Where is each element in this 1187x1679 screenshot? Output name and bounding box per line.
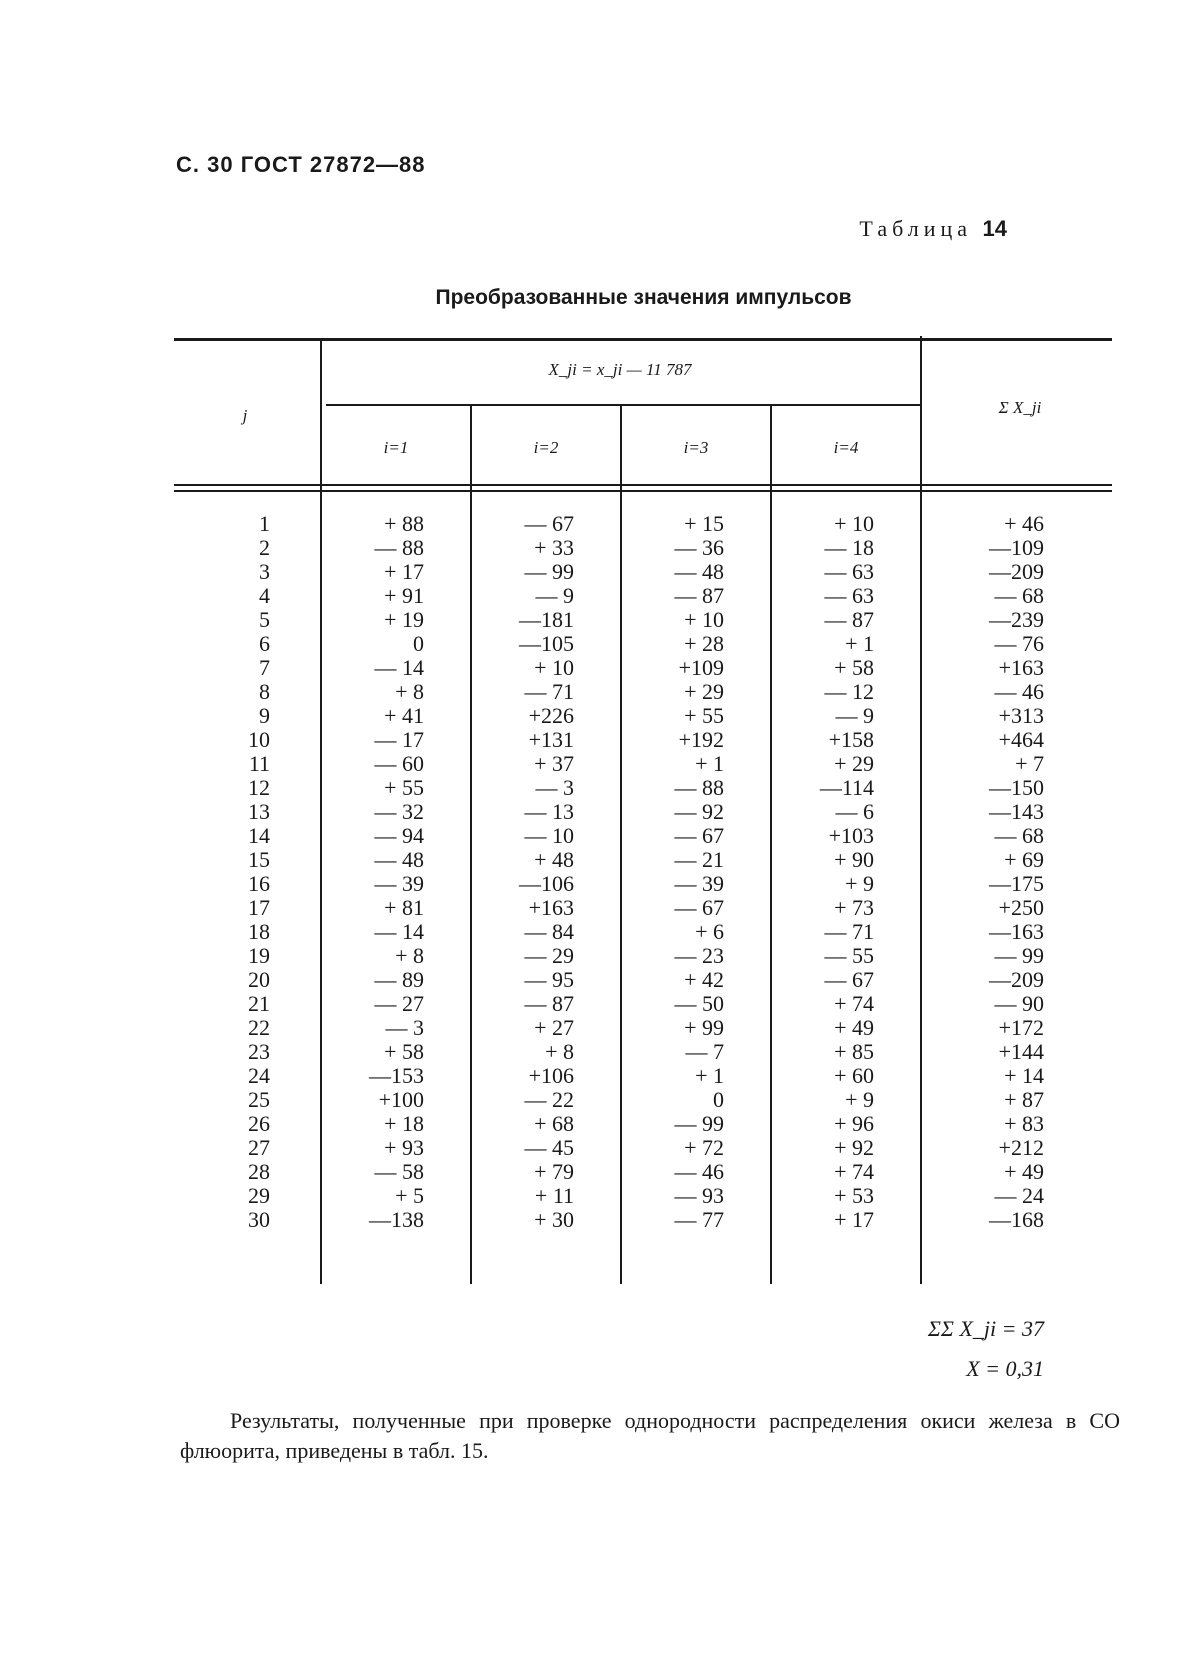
value-i1: + 58: [384, 1039, 424, 1064]
value-i4: — 63: [824, 583, 874, 608]
value-i2: +106: [528, 1063, 574, 1088]
value-i1: — 14: [374, 655, 424, 680]
row-index: 11: [248, 751, 270, 776]
value-i3: + 42: [684, 967, 724, 992]
page-header: С. 30 ГОСТ 27872—88: [176, 152, 426, 177]
row-sum: — 46: [994, 679, 1044, 704]
row-sum: —143: [989, 799, 1044, 824]
header-i2: i=2: [533, 438, 559, 457]
value-i1: — 17: [374, 727, 424, 752]
subheader-rule: [326, 404, 920, 406]
value-i2: + 27: [534, 1015, 574, 1040]
value-i3: — 50: [674, 991, 724, 1016]
value-i1: —153: [369, 1063, 424, 1088]
row-sum: +163: [998, 655, 1044, 680]
header-bottom-rule-1: [174, 484, 1112, 486]
table-label: [859, 216, 1007, 242]
value-i2: + 8: [545, 1039, 574, 1064]
value-i2: + 10: [534, 655, 574, 680]
value-i1: + 41: [384, 703, 424, 728]
value-i2: —181: [519, 607, 574, 632]
value-i1: + 8: [395, 943, 424, 968]
value-i1: + 88: [384, 511, 424, 536]
row-sum: + 69: [1004, 847, 1044, 872]
row-index: 17: [248, 895, 270, 920]
value-i4: — 12: [824, 679, 874, 704]
value-i3: +192: [678, 727, 724, 752]
paragraph-text: Результаты, полученные при проверке однородности распределения окиси железа в СО флюорита, приведены в табл. 15.: [180, 1408, 1120, 1463]
value-i3: + 29: [684, 679, 724, 704]
value-i3: + 1: [695, 1063, 724, 1088]
row-sum: + 14: [1004, 1063, 1044, 1088]
table-title: Преобразованные значения импульсов: [435, 286, 852, 309]
value-i4: — 55: [824, 943, 874, 968]
value-i4: + 74: [834, 1159, 874, 1184]
row-index: 19: [248, 943, 270, 968]
value-i1: + 17: [384, 559, 424, 584]
double-sum: ΣΣ X_ji = 37: [927, 1316, 1044, 1341]
value-i1: — 88: [374, 535, 424, 560]
value-i3: — 77: [674, 1207, 724, 1232]
value-i3: — 46: [674, 1159, 724, 1184]
value-i1: + 5: [395, 1183, 424, 1208]
value-i4: + 58: [834, 655, 874, 680]
row-index: 9: [259, 703, 270, 728]
value-i1: 0: [413, 631, 424, 656]
header-bottom-rule-2: [174, 490, 1112, 492]
value-i4: — 71: [824, 919, 874, 944]
value-i4: + 17: [834, 1207, 874, 1232]
mean-value: X = 0,31: [966, 1356, 1044, 1381]
value-i2: +163: [528, 895, 574, 920]
value-i4: + 9: [845, 1087, 874, 1112]
row-sum: —168: [989, 1207, 1044, 1232]
row-index: 12: [248, 775, 270, 800]
value-i1: + 91: [384, 583, 424, 608]
row-sum: + 83: [1004, 1111, 1044, 1136]
value-i1: — 32: [374, 799, 424, 824]
row-index: 8: [259, 679, 270, 704]
header-sum: Σ X_ji: [998, 398, 1042, 417]
row-sum: —209: [989, 967, 1044, 992]
value-i1: — 94: [374, 823, 424, 848]
row-index: 21: [248, 991, 270, 1016]
row-sum: +464: [998, 727, 1044, 752]
value-i1: +100: [378, 1087, 424, 1112]
value-i2: — 9: [535, 583, 574, 608]
row-index: 1: [259, 511, 270, 536]
value-i4: + 49: [834, 1015, 874, 1040]
value-i2: + 79: [534, 1159, 574, 1184]
row-sum: —239: [989, 607, 1044, 632]
header-i3: i=3: [683, 438, 709, 457]
value-i4: — 9: [835, 703, 874, 728]
value-i1: — 14: [374, 919, 424, 944]
value-i2: — 84: [524, 919, 574, 944]
value-i1: — 3: [385, 1015, 424, 1040]
table-label-text: Таблица: [859, 216, 973, 241]
value-i1: + 19: [384, 607, 424, 632]
value-i4: —114: [819, 775, 874, 800]
value-i2: — 95: [524, 967, 574, 992]
row-sum: +250: [998, 895, 1044, 920]
row-index: 30: [248, 1207, 270, 1232]
row-index: 26: [248, 1111, 270, 1136]
row-sum: —163: [989, 919, 1044, 944]
header-formula: X_ji = x_ji — 11 787: [548, 360, 692, 379]
value-i4: — 67: [824, 967, 874, 992]
row-index: 4: [259, 583, 270, 608]
value-i2: — 3: [535, 775, 574, 800]
value-i4: + 74: [834, 991, 874, 1016]
table-top-rule: [174, 338, 1112, 341]
row-sum: — 76: [994, 631, 1044, 656]
value-i3: — 88: [674, 775, 724, 800]
row-sum: +212: [998, 1135, 1044, 1160]
value-i1: + 55: [384, 775, 424, 800]
row-sum: +172: [998, 1015, 1044, 1040]
value-i4: + 9: [845, 871, 874, 896]
value-i3: — 36: [674, 535, 724, 560]
row-index: 28: [248, 1159, 270, 1184]
value-i4: + 60: [834, 1063, 874, 1088]
value-i2: — 45: [524, 1135, 574, 1160]
value-i2: + 48: [534, 847, 574, 872]
row-sum: — 68: [994, 823, 1044, 848]
row-sum: —109: [989, 535, 1044, 560]
value-i4: — 63: [824, 559, 874, 584]
value-i3: — 39: [674, 871, 724, 896]
row-index: 7: [259, 655, 270, 680]
value-i3: — 92: [674, 799, 724, 824]
value-i3: — 21: [674, 847, 724, 872]
value-i4: + 90: [834, 847, 874, 872]
value-i2: + 68: [534, 1111, 574, 1136]
value-i1: — 27: [374, 991, 424, 1016]
value-i2: — 71: [524, 679, 574, 704]
row-sum: + 7: [1015, 751, 1044, 776]
value-i4: — 18: [824, 535, 874, 560]
value-i4: — 6: [835, 799, 874, 824]
value-i2: — 29: [524, 943, 574, 968]
row-index: 27: [248, 1135, 270, 1160]
row-index: 24: [248, 1063, 270, 1088]
value-i2: — 99: [524, 559, 574, 584]
value-i2: — 67: [524, 511, 574, 536]
value-i3: + 72: [684, 1135, 724, 1160]
row-index: 16: [248, 871, 270, 896]
value-i4: + 96: [834, 1111, 874, 1136]
value-i3: — 93: [674, 1183, 724, 1208]
row-sum: + 49: [1004, 1159, 1044, 1184]
row-sum: —175: [989, 871, 1044, 896]
value-i2: +131: [528, 727, 574, 752]
header-i4: i=4: [833, 438, 859, 457]
row-sum: —209: [989, 559, 1044, 584]
value-i1: — 48: [374, 847, 424, 872]
row-sum: + 87: [1004, 1087, 1044, 1112]
row-index: 14: [248, 823, 270, 848]
value-i3: — 7: [685, 1039, 724, 1064]
value-i3: + 15: [684, 511, 724, 536]
value-i1: + 93: [384, 1135, 424, 1160]
row-index: 18: [248, 919, 270, 944]
value-i2: — 87: [524, 991, 574, 1016]
value-i2: +226: [528, 703, 574, 728]
row-index: 10: [248, 727, 270, 752]
value-i2: + 37: [534, 751, 574, 776]
value-i1: —138: [369, 1207, 424, 1232]
value-i4: + 10: [834, 511, 874, 536]
row-sum: +313: [998, 703, 1044, 728]
value-i2: + 11: [534, 1183, 574, 1208]
value-i2: — 22: [524, 1087, 574, 1112]
header-i1: i=1: [383, 438, 409, 457]
value-i1: — 60: [374, 751, 424, 776]
value-i2: + 30: [534, 1207, 574, 1232]
value-i3: 0: [713, 1087, 724, 1112]
row-sum: — 68: [994, 583, 1044, 608]
value-i1: — 58: [374, 1159, 424, 1184]
value-i4: + 92: [834, 1135, 874, 1160]
row-sum: + 46: [1004, 511, 1044, 536]
value-i4: + 53: [834, 1183, 874, 1208]
value-i3: + 28: [684, 631, 724, 656]
value-i3: + 10: [684, 607, 724, 632]
value-i3: — 67: [674, 895, 724, 920]
value-i3: — 67: [674, 823, 724, 848]
value-i3: — 48: [674, 559, 724, 584]
row-index: 5: [259, 607, 270, 632]
value-i2: —106: [519, 871, 574, 896]
value-i1: — 39: [374, 871, 424, 896]
row-sum: +144: [998, 1039, 1044, 1064]
value-i1: + 8: [395, 679, 424, 704]
value-i3: + 99: [684, 1015, 724, 1040]
row-sum: — 99: [994, 943, 1044, 968]
header-j: j: [242, 406, 248, 425]
value-i2: — 13: [524, 799, 574, 824]
row-index: 25: [248, 1087, 270, 1112]
value-i3: + 55: [684, 703, 724, 728]
row-index: 6: [259, 631, 270, 656]
result-paragraph: [180, 1406, 1120, 1466]
value-i4: — 87: [824, 607, 874, 632]
value-i2: —105: [519, 631, 574, 656]
row-index: 20: [248, 967, 270, 992]
value-i1: — 89: [374, 967, 424, 992]
value-i3: + 1: [695, 751, 724, 776]
row-index: 2: [259, 535, 270, 560]
row-index: 29: [248, 1183, 270, 1208]
row-sum: — 90: [994, 991, 1044, 1016]
value-i4: + 1: [845, 631, 874, 656]
value-i3: +109: [678, 655, 724, 680]
row-index: 15: [248, 847, 270, 872]
value-i3: — 23: [674, 943, 724, 968]
value-i4: + 85: [834, 1039, 874, 1064]
col-divider-sum: [920, 336, 922, 1284]
value-i3: — 87: [674, 583, 724, 608]
value-i2: + 33: [534, 535, 574, 560]
value-i4: +103: [828, 823, 874, 848]
row-index: 22: [248, 1015, 270, 1040]
value-i4: + 73: [834, 895, 874, 920]
row-index: 23: [248, 1039, 270, 1064]
value-i3: — 99: [674, 1111, 724, 1136]
value-i1: + 81: [384, 895, 424, 920]
row-sum: — 24: [994, 1183, 1044, 1208]
table-number: 14: [982, 216, 1007, 241]
value-i2: — 10: [524, 823, 574, 848]
value-i3: + 6: [695, 919, 724, 944]
row-index: 3: [259, 559, 270, 584]
value-i4: + 29: [834, 751, 874, 776]
row-index: 13: [248, 799, 270, 824]
value-i1: + 18: [384, 1111, 424, 1136]
row-sum: —150: [989, 775, 1044, 800]
value-i4: +158: [828, 727, 874, 752]
